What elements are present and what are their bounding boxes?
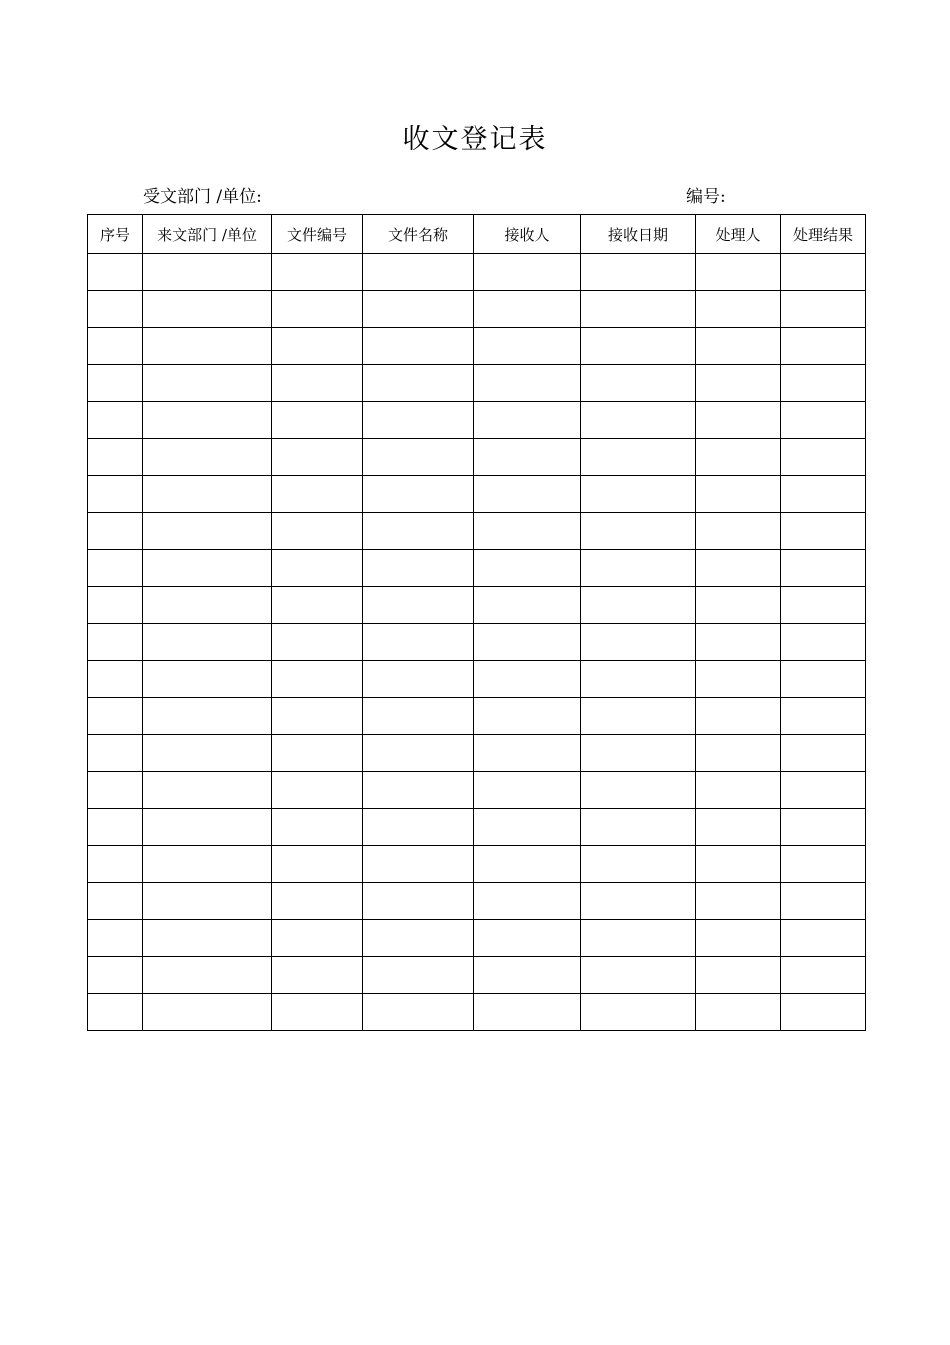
table-cell-recipient[interactable] (474, 772, 581, 809)
page-title: 收文登记表 (402, 124, 548, 155)
table-cell-handler[interactable] (696, 920, 781, 957)
table-cell-index[interactable] (88, 735, 143, 772)
table-cell-source-department[interactable] (143, 735, 272, 772)
table-cell-recipient[interactable] (474, 291, 581, 328)
column-header-index: 序号 (88, 215, 143, 254)
table-row (88, 994, 866, 1031)
table-cell-index[interactable] (88, 920, 143, 957)
table-cell-received-date[interactable] (581, 476, 696, 513)
table-cell-source-department[interactable] (143, 550, 272, 587)
table-cell-source-department[interactable] (143, 476, 272, 513)
table-row (88, 402, 866, 439)
table-row (88, 624, 866, 661)
table-cell-result[interactable] (781, 624, 866, 661)
table-cell-received-date[interactable] (581, 994, 696, 1031)
table-cell-document-name[interactable] (363, 550, 474, 587)
table-cell-handler[interactable] (696, 439, 781, 476)
table-cell-source-department[interactable] (143, 291, 272, 328)
table-cell-source-department[interactable] (143, 809, 272, 846)
table-cell-handler[interactable] (696, 883, 781, 920)
table-cell-index[interactable] (88, 254, 143, 291)
table-cell-handler[interactable] (696, 772, 781, 809)
table-cell-index[interactable] (88, 402, 143, 439)
table-cell-result[interactable] (781, 550, 866, 587)
table-cell-handler[interactable] (696, 809, 781, 846)
table-cell-document-name[interactable] (363, 698, 474, 735)
table-cell-result[interactable] (781, 365, 866, 402)
column-header-document-name: 文件名称 (363, 215, 474, 254)
table-cell-index[interactable] (88, 328, 143, 365)
table-cell-result[interactable] (781, 402, 866, 439)
table-cell-handler[interactable] (696, 476, 781, 513)
table-cell-document-number[interactable] (272, 920, 363, 957)
table-cell-received-date[interactable] (581, 365, 696, 402)
table-cell-handler[interactable] (696, 513, 781, 550)
table-cell-received-date[interactable] (581, 513, 696, 550)
table-cell-result[interactable] (781, 809, 866, 846)
table-cell-document-number[interactable] (272, 624, 363, 661)
table-cell-received-date[interactable] (581, 735, 696, 772)
table-cell-document-name[interactable] (363, 920, 474, 957)
table-cell-handler[interactable] (696, 661, 781, 698)
table-row (88, 661, 866, 698)
table-cell-source-department[interactable] (143, 587, 272, 624)
table-cell-handler[interactable] (696, 957, 781, 994)
table-cell-handler[interactable] (696, 698, 781, 735)
table-cell-handler[interactable] (696, 254, 781, 291)
table-cell-received-date[interactable] (581, 661, 696, 698)
table-cell-document-number[interactable] (272, 439, 363, 476)
table-cell-result[interactable] (781, 661, 866, 698)
table-cell-document-number[interactable] (272, 328, 363, 365)
table-cell-document-number[interactable] (272, 476, 363, 513)
table-cell-result[interactable] (781, 994, 866, 1031)
table-cell-received-date[interactable] (581, 402, 696, 439)
table-cell-document-number[interactable] (272, 661, 363, 698)
table-cell-source-department[interactable] (143, 920, 272, 957)
table-cell-handler[interactable] (696, 994, 781, 1031)
table-cell-received-date[interactable] (581, 809, 696, 846)
table-cell-received-date[interactable] (581, 624, 696, 661)
table-cell-recipient[interactable] (474, 661, 581, 698)
column-header-recipient: 接收人 (474, 215, 581, 254)
table-cell-recipient[interactable] (474, 476, 581, 513)
table-cell-handler[interactable] (696, 365, 781, 402)
table-cell-recipient[interactable] (474, 698, 581, 735)
table-cell-document-name[interactable] (363, 476, 474, 513)
table-cell-document-name[interactable] (363, 439, 474, 476)
table-cell-document-number[interactable] (272, 883, 363, 920)
table-cell-document-name[interactable] (363, 661, 474, 698)
column-header-result: 处理结果 (781, 215, 866, 254)
table-cell-source-department[interactable] (143, 513, 272, 550)
table-cell-index[interactable] (88, 957, 143, 994)
table-cell-document-number[interactable] (272, 846, 363, 883)
table-cell-recipient[interactable] (474, 254, 581, 291)
table-cell-handler[interactable] (696, 550, 781, 587)
table-cell-recipient[interactable] (474, 513, 581, 550)
table-cell-recipient[interactable] (474, 328, 581, 365)
table-cell-recipient[interactable] (474, 846, 581, 883)
table-cell-result[interactable] (781, 920, 866, 957)
document-register-table (87, 214, 866, 1031)
table-row (88, 476, 866, 513)
table-cell-recipient[interactable] (474, 402, 581, 439)
table-cell-source-department[interactable] (143, 846, 272, 883)
table-cell-recipient[interactable] (474, 883, 581, 920)
table-cell-index[interactable] (88, 661, 143, 698)
table-row (88, 920, 866, 957)
table-cell-source-department[interactable] (143, 254, 272, 291)
table-cell-document-number[interactable] (272, 513, 363, 550)
table-cell-source-department[interactable] (143, 698, 272, 735)
table-cell-recipient[interactable] (474, 439, 581, 476)
table-cell-received-date[interactable] (581, 920, 696, 957)
table-cell-document-number[interactable] (272, 550, 363, 587)
table-cell-result[interactable] (781, 439, 866, 476)
table-cell-recipient[interactable] (474, 957, 581, 994)
table-cell-received-date[interactable] (581, 254, 696, 291)
table-cell-index[interactable] (88, 291, 143, 328)
table-cell-result[interactable] (781, 476, 866, 513)
table-cell-document-number[interactable] (272, 254, 363, 291)
table-cell-document-number[interactable] (272, 698, 363, 735)
table-cell-received-date[interactable] (581, 957, 696, 994)
table-header-row (88, 215, 866, 254)
table-cell-result[interactable] (781, 735, 866, 772)
table-cell-document-name[interactable] (363, 624, 474, 661)
table-cell-result[interactable] (781, 328, 866, 365)
table-cell-index[interactable] (88, 698, 143, 735)
table-cell-document-name[interactable] (363, 328, 474, 365)
table-row (88, 883, 866, 920)
table-cell-index[interactable] (88, 587, 143, 624)
table-row (88, 846, 866, 883)
table-cell-source-department[interactable] (143, 772, 272, 809)
table-cell-document-number[interactable] (272, 809, 363, 846)
table-cell-document-number[interactable] (272, 587, 363, 624)
table-cell-received-date[interactable] (581, 291, 696, 328)
table-cell-handler[interactable] (696, 291, 781, 328)
table-cell-received-date[interactable] (581, 550, 696, 587)
table-cell-result[interactable] (781, 846, 866, 883)
table-cell-document-name[interactable] (363, 957, 474, 994)
table-cell-document-name[interactable] (363, 402, 474, 439)
table-row (88, 439, 866, 476)
table-cell-handler[interactable] (696, 402, 781, 439)
table-cell-index[interactable] (88, 476, 143, 513)
table-cell-document-number[interactable] (272, 772, 363, 809)
table-cell-document-name[interactable] (363, 365, 474, 402)
table-cell-source-department[interactable] (143, 439, 272, 476)
table-cell-index[interactable] (88, 365, 143, 402)
column-header-document-number: 文件编号 (272, 215, 363, 254)
table-cell-source-department[interactable] (143, 328, 272, 365)
table-cell-handler[interactable] (696, 587, 781, 624)
table-cell-document-name[interactable] (363, 994, 474, 1031)
table-cell-document-name[interactable] (363, 291, 474, 328)
table-cell-index[interactable] (88, 883, 143, 920)
table-cell-handler[interactable] (696, 328, 781, 365)
table-cell-result[interactable] (781, 291, 866, 328)
table-cell-result[interactable] (781, 957, 866, 994)
table-cell-source-department[interactable] (143, 883, 272, 920)
table-cell-received-date[interactable] (581, 883, 696, 920)
table-cell-recipient[interactable] (474, 735, 581, 772)
table-cell-handler[interactable] (696, 846, 781, 883)
table-cell-document-name[interactable] (363, 883, 474, 920)
table-row (88, 254, 866, 291)
table-cell-result[interactable] (781, 254, 866, 291)
table-cell-result[interactable] (781, 772, 866, 809)
table-row (88, 328, 866, 365)
table-cell-source-department[interactable] (143, 624, 272, 661)
table-row (88, 587, 866, 624)
table-cell-recipient[interactable] (474, 587, 581, 624)
table-cell-received-date[interactable] (581, 698, 696, 735)
table-cell-document-name[interactable] (363, 513, 474, 550)
column-header-source-department: 来文部门 /单位 (143, 215, 272, 254)
table-cell-document-number[interactable] (272, 735, 363, 772)
table-cell-source-department[interactable] (143, 402, 272, 439)
table-cell-received-date[interactable] (581, 846, 696, 883)
table-cell-document-name[interactable] (363, 735, 474, 772)
table-cell-recipient[interactable] (474, 920, 581, 957)
table-cell-source-department[interactable] (143, 994, 272, 1031)
table-cell-index[interactable] (88, 550, 143, 587)
table-cell-index[interactable] (88, 513, 143, 550)
table-cell-document-number[interactable] (272, 957, 363, 994)
table-cell-document-number[interactable] (272, 994, 363, 1031)
table-cell-result[interactable] (781, 513, 866, 550)
table-cell-index[interactable] (88, 846, 143, 883)
column-header-received-date: 接收日期 (581, 215, 696, 254)
table-cell-handler[interactable] (696, 624, 781, 661)
table-cell-document-number[interactable] (272, 291, 363, 328)
table-row (88, 513, 866, 550)
table-row (88, 772, 866, 809)
table-row (88, 550, 866, 587)
table-cell-received-date[interactable] (581, 587, 696, 624)
table-cell-document-name[interactable] (363, 772, 474, 809)
table-row (88, 809, 866, 846)
table-cell-index[interactable] (88, 994, 143, 1031)
table-cell-document-name[interactable] (363, 587, 474, 624)
table-cell-result[interactable] (781, 698, 866, 735)
table-row (88, 735, 866, 772)
table-cell-source-department[interactable] (143, 661, 272, 698)
table-cell-document-name[interactable] (363, 846, 474, 883)
table-row (88, 698, 866, 735)
table-cell-document-name[interactable] (363, 254, 474, 291)
table-cell-received-date[interactable] (581, 772, 696, 809)
table-cell-document-number[interactable] (272, 365, 363, 402)
table-cell-received-date[interactable] (581, 439, 696, 476)
table-row (88, 365, 866, 402)
table-cell-recipient[interactable] (474, 624, 581, 661)
column-header-handler: 处理人 (696, 215, 781, 254)
table-cell-document-number[interactable] (272, 402, 363, 439)
table-cell-result[interactable] (781, 587, 866, 624)
table-cell-index[interactable] (88, 624, 143, 661)
table-cell-source-department[interactable] (143, 957, 272, 994)
table-cell-document-name[interactable] (363, 809, 474, 846)
table-cell-recipient[interactable] (474, 994, 581, 1031)
table-cell-recipient[interactable] (474, 809, 581, 846)
table-row (88, 291, 866, 328)
table-cell-recipient[interactable] (474, 550, 581, 587)
table-cell-index[interactable] (88, 772, 143, 809)
table-cell-index[interactable] (88, 439, 143, 476)
table-cell-recipient[interactable] (474, 365, 581, 402)
table-cell-received-date[interactable] (581, 328, 696, 365)
table-cell-source-department[interactable] (143, 365, 272, 402)
receiving-department-label: 受文部门 /单位: (143, 187, 262, 207)
table-cell-result[interactable] (781, 883, 866, 920)
table-row (88, 957, 866, 994)
table-cell-index[interactable] (88, 809, 143, 846)
serial-number-label: 编号: (686, 187, 726, 207)
table-cell-handler[interactable] (696, 735, 781, 772)
